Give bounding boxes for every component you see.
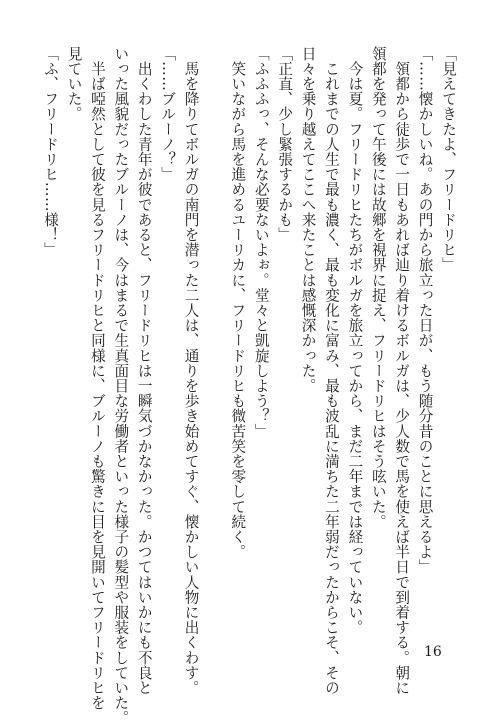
text-line: 出くわした青年が彼であると、フリードリヒは一瞬気づかなかった。かつてはいかにも不良と xyxy=(135,46,153,696)
text-line: 馬を降りてボルガの南門を潜った二人は、通りを歩き始めてすぐ、懐かしい人物に出くわす。 xyxy=(182,46,200,696)
scene-break xyxy=(203,46,226,646)
text-line: 今は夏。フリードリヒたちがボルガを旅立ってから、まだ二年までは経っていない。 xyxy=(346,46,364,635)
text-line: 半ば啞然として彼を見るフリードリヒと同様に、ブルーノも驚きに目を見開いてフリードリヒを xyxy=(88,46,106,711)
text-line: 「……ブルーノ？」 xyxy=(159,46,177,182)
text-line: これまでの人生で最も濃く、最も変化に富み、最も波乱に満ちた二年弱だったからこそ、その xyxy=(322,46,340,696)
text-line: 「ふふふっ、そんな必要ないよぉ。堂々と凱旋しよう？」 xyxy=(252,46,270,439)
text-line: いった風貌だったブルーノは、今はまるで生真面目な労働者といった様子の髪型や服装をしていた。 xyxy=(112,46,130,726)
text-line: 「ふ、フリードリヒ……様！」 xyxy=(42,46,60,258)
text-line: 「……懐かしいね。あの門から旅立った日が、もう随分昔のことに思えるよ」 xyxy=(416,46,434,575)
text-line: 笑いながら馬を進めるユーリカに、フリードリヒも微苦笑を零して続く。 xyxy=(229,46,247,560)
text-line: 見ていた。 xyxy=(65,46,83,122)
text-line: 「正直、少し緊張するかも」 xyxy=(276,46,294,243)
text-line: 領都から徒歩で一日もあれば辿り着けるボルガは、少人数で馬を使えば半日で到着する。朝に xyxy=(393,46,411,696)
text-line: 「見えてきたよ、フリードリヒ」 xyxy=(440,46,457,273)
text-line: 日々を乗り越えてここへ来たことは感慨深かった。 xyxy=(299,46,317,394)
text-line: 領都を発って午後には故郷を視界に捉え、フリードリヒはそう呟いた。 xyxy=(369,46,387,530)
page-number: 16 xyxy=(424,644,442,660)
